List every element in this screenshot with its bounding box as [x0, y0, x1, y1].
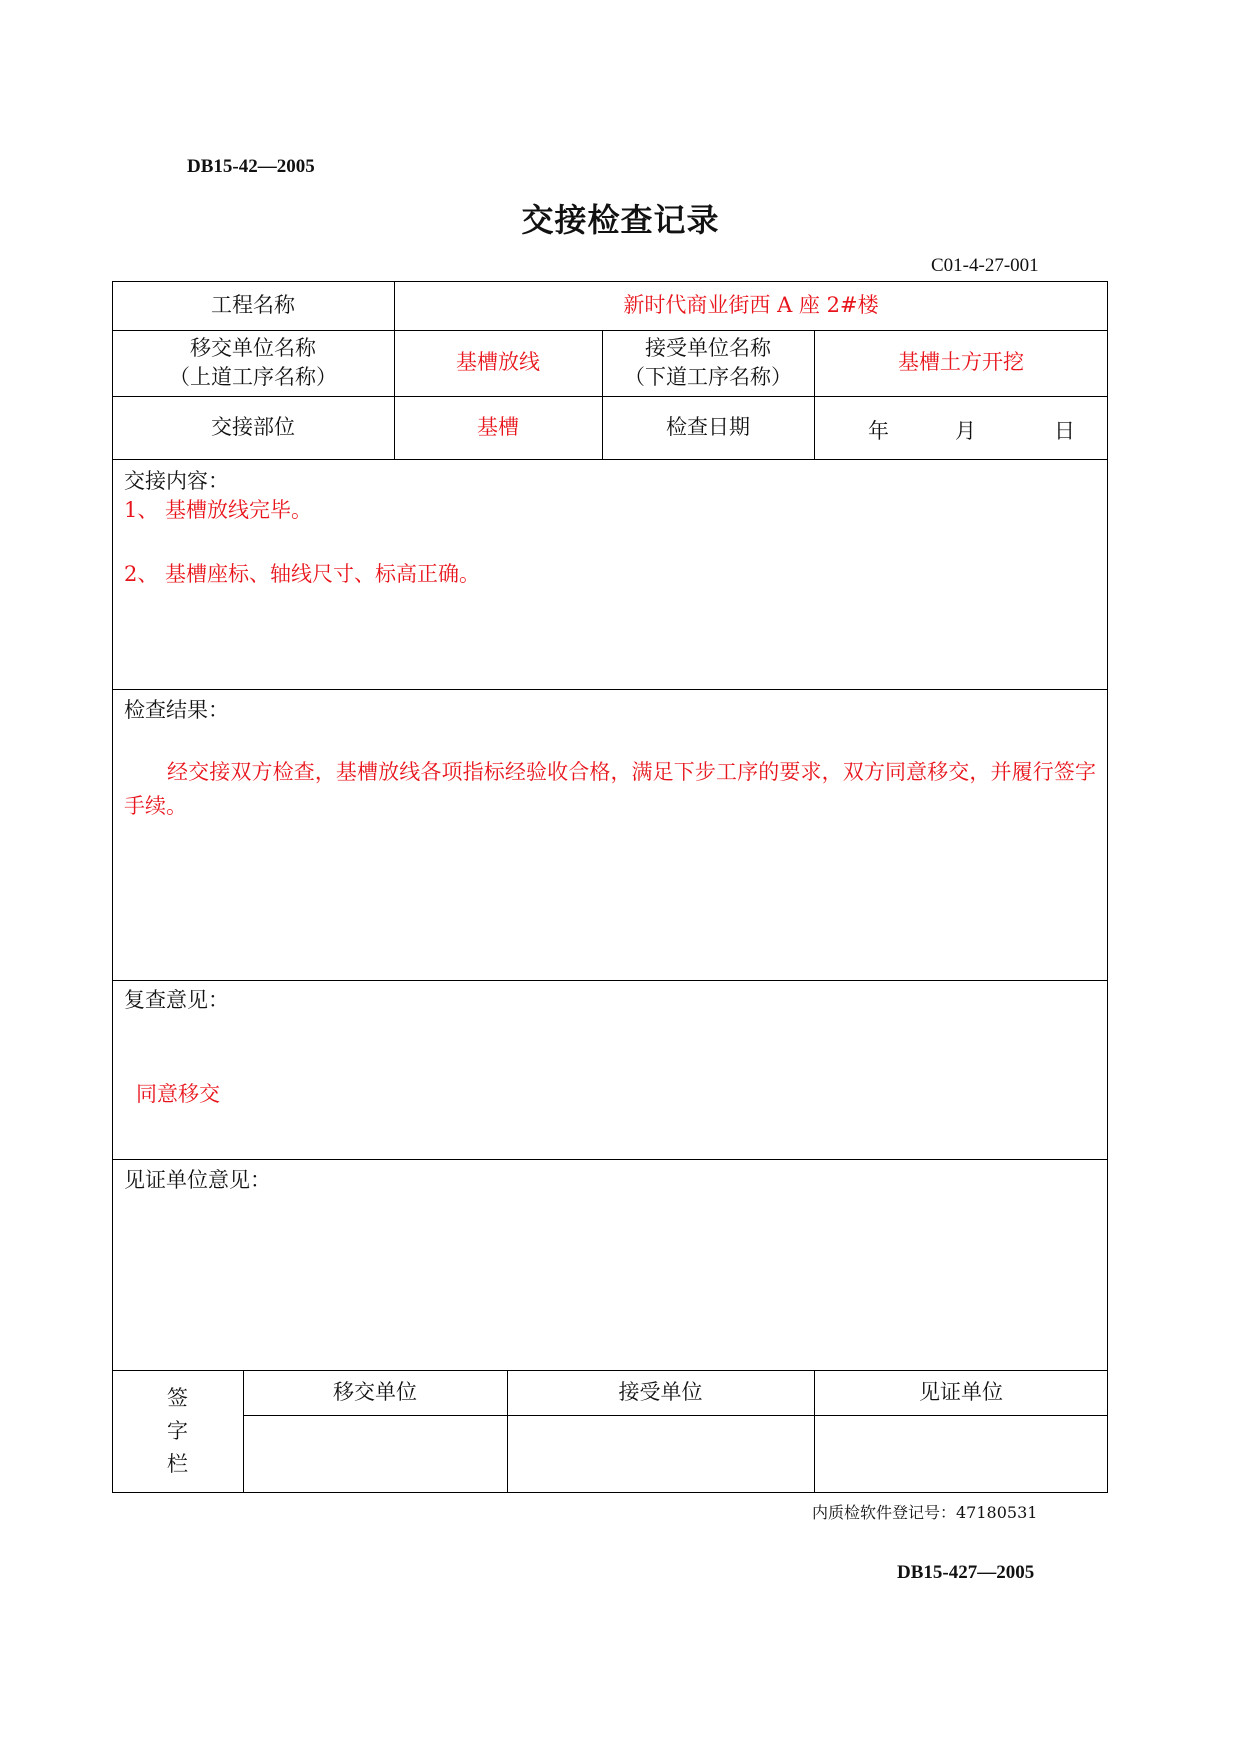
standard-code-bottom: DB15-427—2005	[897, 1562, 1035, 1583]
receiving-unit-label-line1: 接受单位名称	[645, 335, 771, 360]
date-month: 月	[955, 419, 976, 443]
form-code: C01-4-27-001	[931, 255, 1039, 276]
receiving-signature-area[interactable]	[509, 1417, 813, 1491]
receiving-unit-label	[602, 330, 814, 396]
page-title: 交接检查记录	[521, 201, 720, 239]
row-divider	[112, 1159, 1108, 1160]
row-divider	[112, 980, 1108, 981]
check-result-text: 经交接双方检查，基槽放线各项指标经验收合格，满足下步工序的要求，双方同意移交，并履行签字手续。	[124, 760, 1096, 818]
record-table	[112, 281, 1108, 1493]
signature-label-char: 栏	[167, 1452, 188, 1476]
software-registration: 内质检软件登记号：47180531	[812, 1503, 1038, 1522]
content-item-1: 1、 基槽放线完毕。	[124, 498, 313, 522]
handover-content-label: 交接内容：	[124, 469, 229, 493]
handover-unit-label-line1: 移交单位名称	[190, 335, 316, 360]
review-opinion-text: 同意移交	[136, 1082, 220, 1106]
handover-signature-area[interactable]	[244, 1417, 506, 1491]
row-divider	[112, 689, 1108, 690]
handover-unit-label	[112, 330, 394, 396]
table-border-right	[1107, 281, 1108, 1493]
handover-location-label: 交接部位	[211, 414, 295, 439]
check-date-label: 检查日期	[666, 414, 750, 439]
project-name-label: 工程名称	[211, 292, 295, 317]
receiving-unit-label-line2: （下道工序名称）	[624, 365, 792, 389]
date-day: 日	[1054, 419, 1075, 443]
standard-code-top: DB15-42—2005	[187, 156, 315, 177]
check-result-label: 检查结果：	[124, 698, 229, 722]
handover-unit-value: 基槽放线	[456, 350, 540, 375]
row-divider	[112, 459, 1108, 460]
signature-label-char: 字	[167, 1419, 188, 1443]
receiving-unit-value: 基槽土方开挖	[898, 350, 1024, 375]
project-name-value: 新时代商业街西 A 座 2#楼	[623, 292, 879, 317]
handover-unit-label-line2: （上道工序名称）	[169, 365, 337, 389]
date-year: 年	[868, 419, 889, 443]
signature-label-char: 签	[167, 1386, 188, 1410]
handover-location-value: 基槽	[477, 414, 519, 439]
review-opinion-label: 复查意见：	[124, 988, 229, 1012]
witness-signature-area[interactable]	[816, 1417, 1106, 1491]
content-item-2: 2、 基槽座标、轴线尺寸、标高正确。	[124, 562, 481, 586]
signature-witness-unit: 见证单位	[919, 1379, 1003, 1404]
signature-handover-unit: 移交单位	[333, 1379, 417, 1404]
signature-receiving-unit: 接受单位	[618, 1379, 703, 1404]
table-border-left	[112, 281, 113, 1493]
witness-opinion-label: 见证单位意见：	[124, 1168, 271, 1192]
signature-label	[112, 1370, 243, 1493]
table-border-bottom	[112, 1492, 1108, 1493]
